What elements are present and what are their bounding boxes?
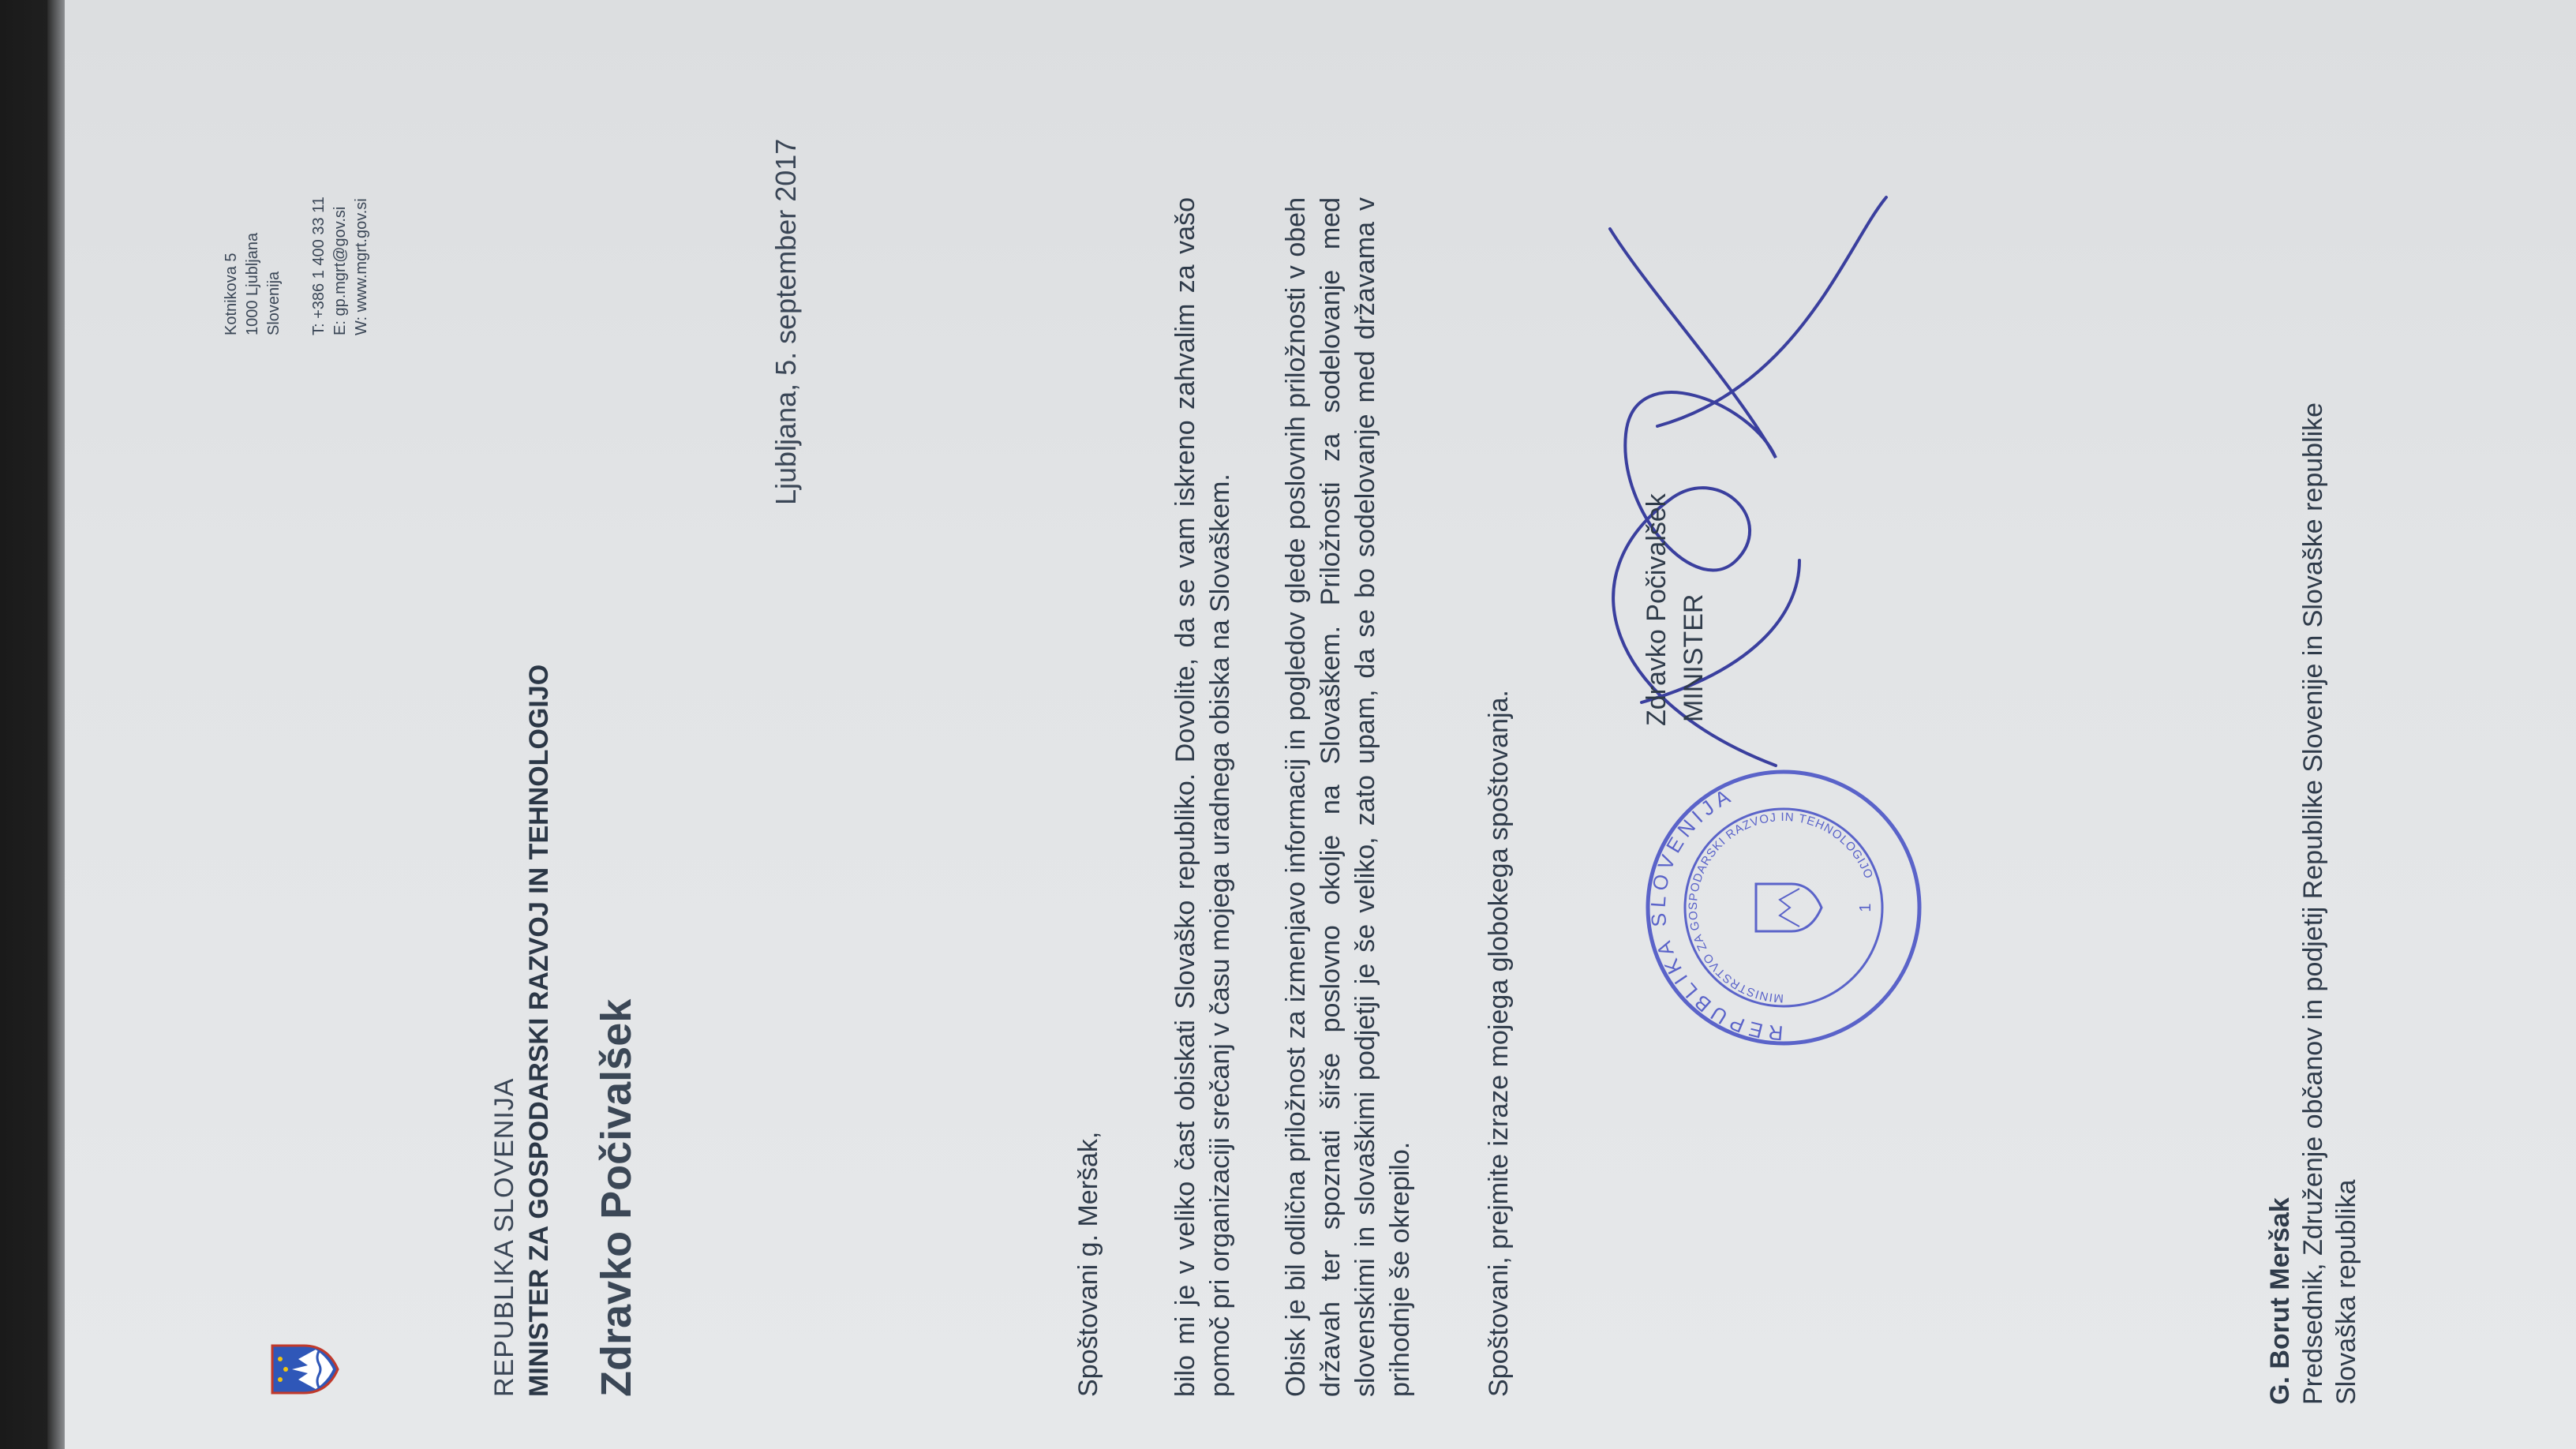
closing-line: Spoštovani, prejmite izraze mojega globokega spoštovanja.	[1484, 690, 1514, 1397]
paper-edge-shadow	[47, 0, 65, 1449]
svg-text:MINISTRSTVO ZA GOSPODARSKI RAZ	[1687, 811, 1876, 1005]
recipient-name: G. Borut Meršak	[2265, 1197, 2295, 1405]
letter-date: Ljubljana, 5. september 2017	[769, 138, 802, 505]
letterhead-minister-title: MINISTER ZA GOSPODARSKI RAZVOJ IN TEHNOLOGIJO	[524, 664, 554, 1397]
body-paragraph-1: bilo mi je v veliko čast obiskati Slovaško republiko. Dovolite, da se vam iskreno zahvalim za vašo pomoč pri organizaciji srečanj v času mojega uradnega obiska na Slovaškem.	[1170, 197, 1235, 1397]
stamp-inner-text: MINISTRSTVO ZA GOSPODARSKI RAZVOJ IN TEHNOLOGIJO	[1686, 810, 1876, 1005]
body-paragraph-2: Obisk je bil odlična priložnost za izmenjavo informacij in pogledov glede poslovnih priložnosti v obeh državah ter spoznati širše poslovno okolje na Slovaškem. Priložnosti za sodelovanje med slovenskimi in slovaškimi podjetji je še veliko, zato upam, da se bo sodelovanje med državama v prihodnje še okrepilo.	[1281, 197, 1415, 1397]
address-city: 1000 Ljubljana	[244, 232, 261, 335]
stamp-number: 1	[1857, 903, 1874, 912]
recipient-role: Predsednik, Združenje občanov in podjetij Republike Slovenije in Slovaške republike	[2298, 402, 2328, 1405]
address-street: Kotnikova 5	[223, 253, 240, 335]
signature-title: MINISTER	[1679, 593, 1709, 722]
recipient-country: Slovaška republika	[2331, 1179, 2361, 1405]
official-stamp-icon	[1642, 766, 1926, 1050]
stamp-outer-text: REPUBLIKA SLOVENIJA	[1646, 782, 1784, 1046]
address-phone: T: +386 1 400 33 11	[310, 197, 328, 335]
letter-document	[221, 71, 2510, 1413]
address-country: Slovenija	[265, 271, 283, 335]
letterhead-minister-name: Zdravko Počivalšek	[593, 998, 640, 1397]
address-block	[221, 83, 373, 335]
slovenia-coat-of-arms-icon	[268, 1342, 339, 1397]
salutation: Spoštovani g. Meršak,	[1073, 1131, 1103, 1397]
address-web: W: www.mgrt.gov.si	[353, 198, 370, 335]
letterhead-republic: REPUBLIKA SLOVENIJA	[489, 1077, 519, 1397]
address-email: E: gp.mgrt@gov.si	[331, 206, 349, 335]
signature-name: Zdravko Počivalšek	[1642, 493, 1672, 726]
